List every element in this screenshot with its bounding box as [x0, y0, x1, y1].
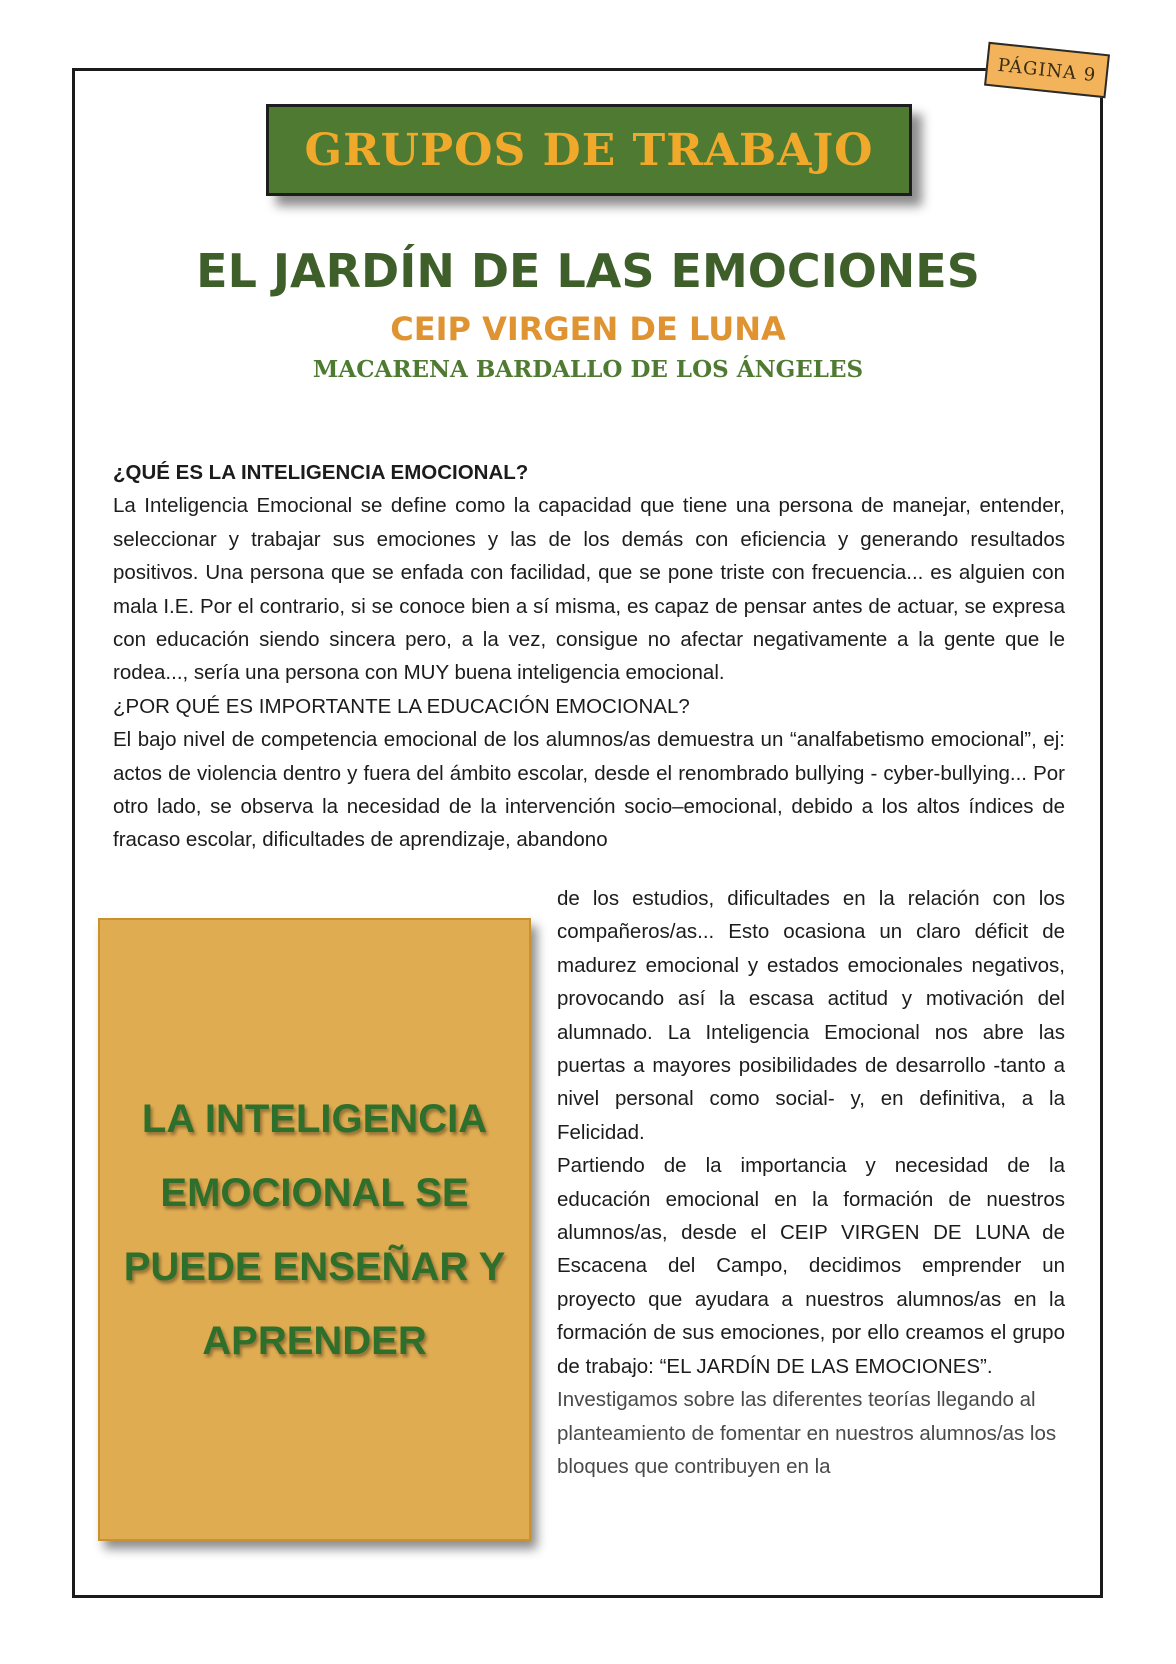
- callout-text: LA INTELIGENCIA EMOCIONAL SE PUEDE ENSEÑAR Y APRENDER: [123, 1096, 506, 1363]
- section1-paragraph: La Inteligencia Emocional se define como la capacidad que tiene una persona de manejar, entender, seleccionar y trabajar sus emociones y las de los demás con eficiencia y generando resultados positivos. Una persona que se enfada con facilidad, que se pone triste con frecuencia... es alguien con mala I.E. Por el contrario, si se conoce bien a sí misma, es capaz de pensar antes de actuar, se expresa con educación siendo sincera pero, a la vez, consigue no afectar negativamente a la gente que le rodea..., sería una persona con MUY buena inteligencia emocional.: [113, 494, 1065, 685]
- callout-box: [98, 918, 531, 1541]
- section1-heading: ¿QUÉ ES LA INTELIGENCIA EMOCIONAL?: [113, 461, 529, 484]
- project-paragraph: Partiendo de la importancia y necesidad de la educación emocional en la formación de nuestros alumnos/as, desde el CEIP VIRGEN DE LUNA de Escacena del Campo, decidimos emprender un proyecto que ayudara a nuestros alumnos/as en la formación de sus emociones, por ello creamos el grupo de trabajo: “EL JARDÍN DE LAS EMOCIONES”.: [557, 1154, 1065, 1378]
- section2-paragraph: El bajo nivel de competencia emocional de los alumnos/as demuestra un “analfabetismo emocional”, ej: actos de violencia dentro y fuera del ámbito escolar, desde el renombrado bullying - cyber-bullying... Por otro lado, se observa la necesidad de la intervención socio–emocional, debido a los altos índices de fracaso escolar, dificultades de aprendizaje, abandono: [113, 728, 1065, 852]
- school-name: CEIP VIRGEN DE LUNA: [390, 310, 786, 348]
- research-paragraph: Investigamos sobre las diferentes teorías llegando al planteamiento de fomentar en nuestros alumnos/as los bloques que contribuyen en la: [557, 1388, 1057, 1478]
- author-name: MACARENA BARDALLO DE LOS ÁNGELES: [312, 356, 864, 383]
- section2-paragraph-continued: de los estudios, dificultades en la relación con los compañeros/as... Esto ocasiona un claro déficit de madurez emocional y estados emocionales negativos, provocando así la escasa actitud y motivación del alumnado. La Inteligencia Emocional nos abre las puertas a mayores posibilidades de desarrollo -tanto a nivel personal como social- y, en definitiva, a la Felicidad.: [557, 887, 1065, 1144]
- article-body: [113, 456, 1065, 857]
- section-banner-label: GRUPOS DE TRABAJO: [304, 124, 874, 176]
- article-title: EL JARDÍN DE LAS EMOCIONES: [196, 244, 980, 298]
- page-number-tag: PÁGINA 9: [984, 42, 1110, 99]
- section-banner: [266, 104, 912, 196]
- section2-heading: ¿POR QUÉ ES IMPORTANTE LA EDUCACIÓN EMOCIONAL?: [113, 694, 690, 718]
- article-column: [557, 882, 1065, 1483]
